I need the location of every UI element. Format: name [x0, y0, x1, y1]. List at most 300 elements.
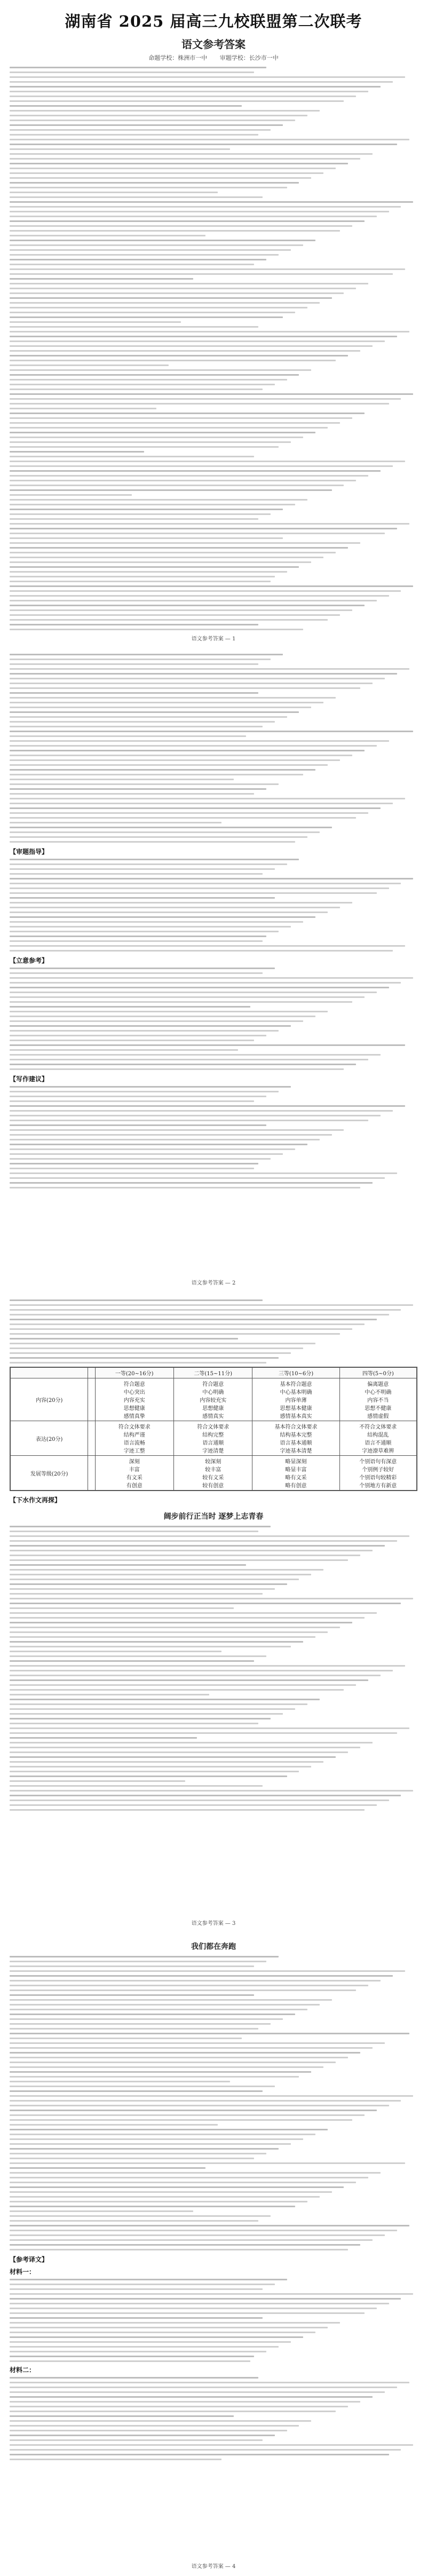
- text-line: [10, 96, 356, 97]
- text-line: [10, 788, 266, 790]
- text-line: [10, 1708, 295, 1710]
- text-line: [10, 326, 258, 328]
- text-line: [10, 110, 320, 112]
- text-line: [10, 581, 271, 582]
- text-line: [10, 2425, 299, 2427]
- text-line: [10, 413, 365, 414]
- text-line: [10, 369, 311, 371]
- text-line: [10, 379, 287, 381]
- text-line: [10, 360, 336, 361]
- text-line: [10, 451, 144, 453]
- text-line: [10, 1751, 348, 1753]
- text-line: [10, 288, 356, 289]
- text-line: [10, 2162, 405, 2164]
- text-line: [10, 595, 389, 597]
- text-line: [10, 206, 401, 208]
- text-line: [10, 1309, 401, 1311]
- text-line: [10, 1016, 315, 1017]
- text-line: [10, 1545, 385, 1547]
- text-line: [10, 211, 389, 212]
- text-line: [10, 1049, 238, 1051]
- text-line: [10, 663, 258, 665]
- text-line: [10, 547, 348, 549]
- text-line: [10, 350, 360, 352]
- text-line: [10, 1617, 365, 1619]
- text-line: [10, 1304, 413, 1306]
- text-line: [10, 417, 352, 419]
- text-line: [10, 716, 287, 718]
- text-line: [10, 86, 381, 88]
- text-line: [10, 244, 303, 246]
- text-line: [10, 240, 315, 241]
- text-line: [10, 721, 275, 723]
- text-line: [10, 316, 283, 318]
- text-line: [10, 2382, 409, 2383]
- text-line: [10, 1338, 238, 1339]
- text-line: [10, 2042, 385, 2044]
- text-line: [10, 1040, 254, 1041]
- text-line: [10, 2052, 360, 2054]
- text-line: [10, 408, 156, 409]
- text-line: [10, 403, 389, 405]
- text-line: [10, 1564, 246, 1566]
- reviewer-school: 审题学校：长沙市一中: [219, 54, 279, 61]
- text-line: [10, 389, 263, 390]
- text-line: [10, 129, 271, 131]
- table-cell: 偏离题意 中心不明确 内容不当 思想不健康 感情虚假: [339, 1378, 416, 1421]
- text-line: [10, 836, 307, 838]
- text-line: [10, 561, 311, 563]
- table-cell: 符合文体要求 结构严谨 语言流畅 字迹工整: [95, 1421, 173, 1456]
- text-line: [10, 1679, 368, 1681]
- text-line: [10, 769, 315, 771]
- text-line: [10, 911, 328, 913]
- text-line: [10, 659, 271, 660]
- text-line: [10, 1598, 413, 1599]
- text-line: [10, 2158, 254, 2159]
- text-line: [10, 968, 275, 969]
- text-line: [10, 393, 413, 395]
- text-line: [10, 192, 218, 193]
- text-line: [10, 654, 283, 655]
- text-line: [10, 931, 279, 932]
- text-line: [10, 673, 397, 675]
- text-line: [10, 177, 311, 179]
- table-header-cell: [11, 1368, 88, 1378]
- text-line: [10, 878, 413, 879]
- text-line: [10, 987, 389, 988]
- text-line: [10, 307, 307, 308]
- text-line: [10, 1800, 389, 1801]
- text-line: [10, 783, 279, 785]
- text-line: [10, 2071, 311, 2073]
- text-line: [10, 1574, 311, 1575]
- text-line: [10, 355, 348, 356]
- text-line: [10, 1096, 266, 1097]
- text-line: [10, 153, 373, 155]
- text-line: [10, 1011, 328, 1012]
- text-line: [10, 624, 258, 625]
- text-line: [10, 456, 254, 457]
- text-line: [10, 446, 279, 448]
- text-line: [10, 1684, 356, 1686]
- text-line: [10, 321, 181, 323]
- text-line: [10, 2234, 385, 2236]
- text-line: [10, 1362, 266, 1364]
- text-line: [10, 2086, 275, 2087]
- text-line: [10, 1970, 405, 1972]
- text-line: [10, 1627, 340, 1628]
- table-cell: 深刻 丰富 有文采 有创意: [95, 1456, 173, 1491]
- text-line: [10, 2004, 320, 2006]
- text-line: [10, 523, 409, 525]
- text-line: [10, 740, 389, 742]
- text-line: [10, 1319, 377, 1320]
- page-footer: 语文参考答案 — 1: [191, 636, 236, 642]
- text-line: [10, 475, 368, 477]
- text-line: [10, 868, 275, 870]
- text-line: [10, 950, 393, 952]
- text-line: [10, 489, 332, 491]
- text-line: [10, 1357, 279, 1359]
- table-cell: 略显深刻 略显丰富 略有文采 略有创意: [252, 1456, 339, 1491]
- text-line: [10, 2430, 287, 2431]
- table-header-cell: 四等(5~0分): [339, 1368, 416, 1378]
- text-line: [10, 100, 344, 102]
- text-line: [10, 1694, 209, 1695]
- text-line: [10, 1035, 266, 1036]
- text-line: [10, 1569, 323, 1571]
- text-line: [10, 312, 295, 313]
- text-line: [10, 2014, 295, 2015]
- text-line: [10, 2177, 368, 2178]
- table-cell: 符合题意 中心突出 内容充实 思想健康 感情真挚: [95, 1378, 173, 1421]
- text-line: [10, 2090, 263, 2092]
- text-line: [10, 504, 295, 505]
- text-line: [10, 1766, 311, 1767]
- text-line: [10, 1182, 373, 1184]
- text-line: [10, 692, 258, 694]
- text-line: [10, 1771, 299, 1772]
- text-line: [10, 764, 328, 766]
- text-line: [10, 687, 360, 689]
- text-line: [10, 907, 340, 908]
- text-line: [10, 249, 291, 251]
- text-line: [10, 585, 413, 587]
- text-line: [10, 1086, 291, 1088]
- text-line: [10, 1675, 381, 1676]
- text-line: [10, 2153, 266, 2154]
- text-line: [10, 1091, 279, 1092]
- text-line: [10, 2110, 377, 2111]
- page1-footer: [10, 634, 417, 642]
- text-line: [10, 1718, 271, 1719]
- text-line: [10, 892, 377, 894]
- text-line: [10, 798, 405, 799]
- text-line: [10, 1555, 360, 1556]
- text-line: [10, 1531, 258, 1532]
- text-line: [10, 1994, 254, 1996]
- task-label-1: 【审题指导】: [10, 848, 49, 855]
- example-label: 【下水作文再探】: [10, 1496, 61, 1504]
- text-line: [10, 528, 397, 529]
- text-line: [10, 120, 295, 121]
- text-line: [10, 1795, 401, 1796]
- text-line: [10, 201, 413, 203]
- table-header-cell: 二等(15~11分): [173, 1368, 252, 1378]
- page3-body: [10, 1297, 417, 1814]
- text-line: [10, 1713, 283, 1715]
- text-line: [10, 139, 409, 140]
- text-line: [10, 115, 307, 116]
- text-line: [10, 552, 336, 553]
- text-line: [10, 2288, 263, 2290]
- text-line: [10, 1727, 409, 1729]
- text-line: [10, 259, 266, 260]
- text-line: [10, 2341, 291, 2343]
- text-line: [10, 1314, 389, 1315]
- text-line: [10, 2454, 389, 2455]
- text-line: [10, 1603, 401, 1604]
- text-line: [10, 2201, 307, 2202]
- proposition-school: 命题学校：株洲市一中: [148, 54, 208, 61]
- material-1-label: 材料一：: [10, 2268, 36, 2276]
- text-line: [10, 1699, 320, 1700]
- text-line: [10, 2114, 365, 2116]
- text-line: [10, 841, 295, 843]
- text-line: [10, 340, 385, 342]
- text-line: [10, 619, 328, 621]
- text-line: [10, 571, 287, 573]
- text-line: [10, 1689, 344, 1691]
- text-line: [10, 2308, 377, 2309]
- text-line: [10, 297, 332, 299]
- table-cell: 个别语句有深意 个别例子较好 个别语句较精彩 个别地方有新意: [339, 1456, 416, 1491]
- text-line: [10, 1559, 348, 1561]
- table-header-cell: 三等(10~6分): [252, 1368, 339, 1378]
- table-header-cell: [88, 1368, 95, 1378]
- text-line: [10, 2018, 283, 2020]
- text-line: [10, 422, 340, 424]
- text-line: [10, 1110, 393, 1112]
- text-line: [10, 283, 368, 284]
- text-line: [10, 668, 409, 670]
- text-line: [10, 2230, 397, 2231]
- table-cell: 内容(20分): [11, 1378, 88, 1421]
- text-line: [10, 182, 299, 184]
- table-cell: [88, 1378, 95, 1421]
- text-line: [10, 2439, 263, 2441]
- text-line: [10, 2406, 348, 2407]
- text-line: [10, 2206, 295, 2207]
- text-line: [10, 1187, 360, 1188]
- text-line: [10, 1124, 266, 1126]
- text-line: [10, 81, 393, 83]
- text-line: [10, 629, 303, 630]
- text-line: [10, 793, 254, 795]
- text-line: [10, 273, 393, 275]
- text-line: [10, 2459, 222, 2460]
- text-line: [10, 2317, 263, 2319]
- text-line: [10, 2182, 356, 2183]
- text-line: [10, 1299, 263, 1301]
- text-line: [10, 887, 389, 889]
- text-line: [10, 940, 263, 942]
- text-line: [10, 2420, 311, 2422]
- text-line: [10, 2449, 401, 2451]
- text-line: [10, 1172, 397, 1174]
- text-line: [10, 873, 263, 875]
- text-line: [10, 1328, 352, 1330]
- text-line: [10, 731, 413, 732]
- text-line: [10, 2220, 258, 2222]
- material-2-label: 材料二：: [10, 2366, 36, 2374]
- text-line: [10, 1607, 234, 1609]
- table-cell: 符合题意 中心明确 内容较充实 思想健康 感情真实: [173, 1378, 252, 1421]
- text-line: [10, 1134, 332, 1136]
- text-line: [10, 2351, 266, 2352]
- text-line: [10, 2279, 287, 2280]
- text-line: [10, 1153, 283, 1155]
- text-line: [10, 485, 344, 486]
- text-line: [10, 926, 291, 928]
- text-line: [10, 1535, 409, 1537]
- text-line: [10, 1612, 377, 1614]
- text-line: [10, 2057, 348, 2058]
- text-line: [10, 779, 234, 780]
- text-line: [10, 600, 377, 601]
- text-line: [10, 683, 373, 684]
- text-line: [10, 1158, 271, 1160]
- text-line: [10, 817, 356, 819]
- table-row: [11, 1421, 417, 1456]
- text-line: [10, 2336, 303, 2338]
- text-line: [10, 2415, 234, 2417]
- text-line: [10, 2095, 413, 2097]
- text-line: [10, 2100, 401, 2102]
- text-line: [10, 2346, 279, 2348]
- text-line: [10, 1068, 344, 1070]
- table-cell: 基本符合题意 中心基本明确 内容单薄 思想基本健康 感情基本真实: [252, 1378, 339, 1421]
- text-line: [10, 2377, 258, 2379]
- text-line: [10, 2332, 315, 2333]
- text-line: [10, 1001, 352, 1003]
- text-line: [10, 302, 320, 304]
- text-line: [10, 1333, 340, 1335]
- text-line: [10, 2327, 328, 2328]
- text-line: [10, 542, 360, 544]
- text-line: [10, 513, 271, 515]
- page2-body: [10, 651, 417, 1192]
- text-line: [10, 163, 348, 164]
- text-line: [10, 230, 340, 232]
- table-row: [11, 1378, 417, 1421]
- document-subtitle: 语文参考答案: [181, 38, 246, 51]
- text-line: [10, 2322, 340, 2324]
- text-line: [10, 2360, 250, 2362]
- text-line: [10, 996, 365, 998]
- text-line: [10, 2396, 373, 2398]
- text-line: [10, 172, 323, 174]
- text-line: [10, 2148, 279, 2150]
- text-line: [10, 1956, 279, 1957]
- text-line: [10, 2062, 336, 2063]
- text-line: [10, 972, 263, 974]
- text-line: [10, 755, 352, 756]
- text-line: [10, 1809, 365, 1811]
- text-line: [10, 576, 275, 577]
- text-line: [10, 2356, 254, 2357]
- text-line: [10, 2312, 365, 2314]
- text-line: [10, 2401, 360, 2403]
- text-line: [10, 1780, 185, 1782]
- text-line: [10, 735, 246, 737]
- text-line: [10, 499, 307, 501]
- text-line: [10, 827, 332, 828]
- text-line: [10, 1723, 258, 1724]
- text-line: [10, 1670, 393, 1671]
- text-line: [10, 1747, 360, 1748]
- text-line: [10, 144, 397, 145]
- text-line: [10, 254, 279, 256]
- text-line: [10, 278, 193, 280]
- text-line: [10, 609, 352, 611]
- text-line: [10, 707, 311, 708]
- text-line: [10, 158, 360, 160]
- page-title: 湖南省 2025 届高三九校联盟第二次联考: [65, 12, 362, 30]
- text-line: [10, 1030, 279, 1032]
- text-line: [10, 2138, 303, 2140]
- text-line: [10, 1646, 291, 1647]
- text-line: [10, 509, 283, 510]
- text-line: [10, 2028, 258, 2030]
- text-line: [10, 2023, 271, 2025]
- text-line: [10, 2066, 323, 2068]
- text-line: [10, 945, 405, 947]
- text-line: [10, 1163, 258, 1164]
- text-line: [10, 187, 287, 188]
- text-line: [10, 1703, 307, 1705]
- translation-label: 【参考译文】: [10, 2256, 49, 2263]
- text-line: [10, 566, 299, 568]
- text-line: [10, 384, 275, 385]
- page-footer: 语文参考答案 — 3: [191, 1921, 236, 1927]
- table-header-cell: 一等(20~16分): [95, 1368, 173, 1378]
- text-line: [10, 432, 315, 433]
- text-line: [10, 1044, 405, 1046]
- text-line: [10, 2191, 332, 2193]
- text-line: [10, 614, 340, 616]
- text-line: [10, 470, 381, 472]
- page4-footer: [10, 2562, 417, 2570]
- text-line: [10, 1985, 368, 1986]
- text-line: [10, 1105, 405, 1107]
- text-line: [10, 1100, 254, 1102]
- table-cell: 表达(20分): [11, 1421, 88, 1456]
- text-line: [10, 2210, 193, 2212]
- task-label-3: 【写作建议】: [10, 1075, 49, 1083]
- text-line: [10, 1348, 303, 1349]
- text-line: [10, 2391, 385, 2393]
- table-cell: 基本符合文体要求 结构基本完整 语言基本通顺 字迹基本清楚: [252, 1421, 339, 1456]
- text-line: [10, 76, 405, 78]
- text-line: [10, 2215, 271, 2217]
- text-line: [10, 268, 405, 270]
- text-line: [10, 1660, 254, 1662]
- table-cell: 较深刻 较丰富 较有文采 较有创意: [173, 1456, 252, 1491]
- text-line: [10, 461, 405, 462]
- text-line: [10, 2119, 352, 2121]
